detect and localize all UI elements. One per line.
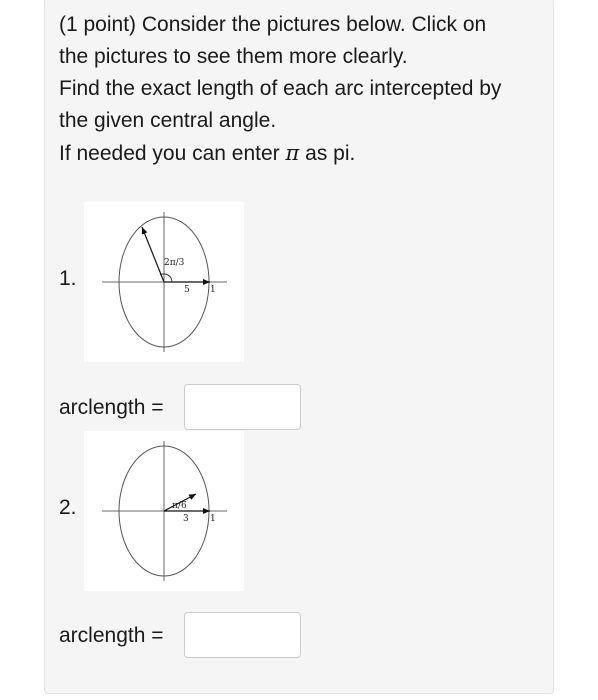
problem-1-picture[interactable] — [84, 202, 244, 362]
prompt-line-4: the given central angle. — [59, 109, 277, 132]
prompt-line-3: Find the exact length of each arc intercepted by — [59, 77, 502, 100]
pi-symbol: π — [285, 141, 300, 165]
prompt-line-1: (1 point) Consider the pictures below. Click on — [59, 13, 487, 36]
problem-2-picture[interactable] — [84, 431, 244, 591]
problem-prompt — [59, 9, 549, 170]
prompt-line-5 — [59, 137, 549, 170]
problem-1-number: 1. — [59, 267, 77, 290]
axis-tick-label: 1 — [210, 514, 216, 524]
radius-label: 5 — [184, 285, 190, 295]
problem-panel — [44, 0, 554, 694]
problem-1-diagram — [84, 202, 244, 362]
radius-label: 3 — [183, 514, 189, 524]
problem-1-arclength-input[interactable] — [184, 384, 301, 430]
terminal-side-arrow — [142, 227, 164, 282]
problem-1-answer-label: arclength = — [59, 396, 164, 419]
problem-2-number: 2. — [59, 496, 77, 519]
problem-2-arclength-input[interactable] — [184, 612, 301, 658]
problem-2-answer-label: arclength = — [59, 624, 164, 647]
angle-label: 2π/3 — [164, 258, 185, 268]
prompt-line-5-before: If needed you can enter — [59, 142, 286, 165]
angle-label: π/6 — [172, 501, 187, 511]
problem-2-diagram — [84, 431, 244, 591]
prompt-line-2: the pictures to see them more clearly. — [59, 45, 408, 68]
axis-tick-label: 1 — [210, 285, 216, 295]
prompt-line-5-after: as pi. — [299, 142, 356, 165]
